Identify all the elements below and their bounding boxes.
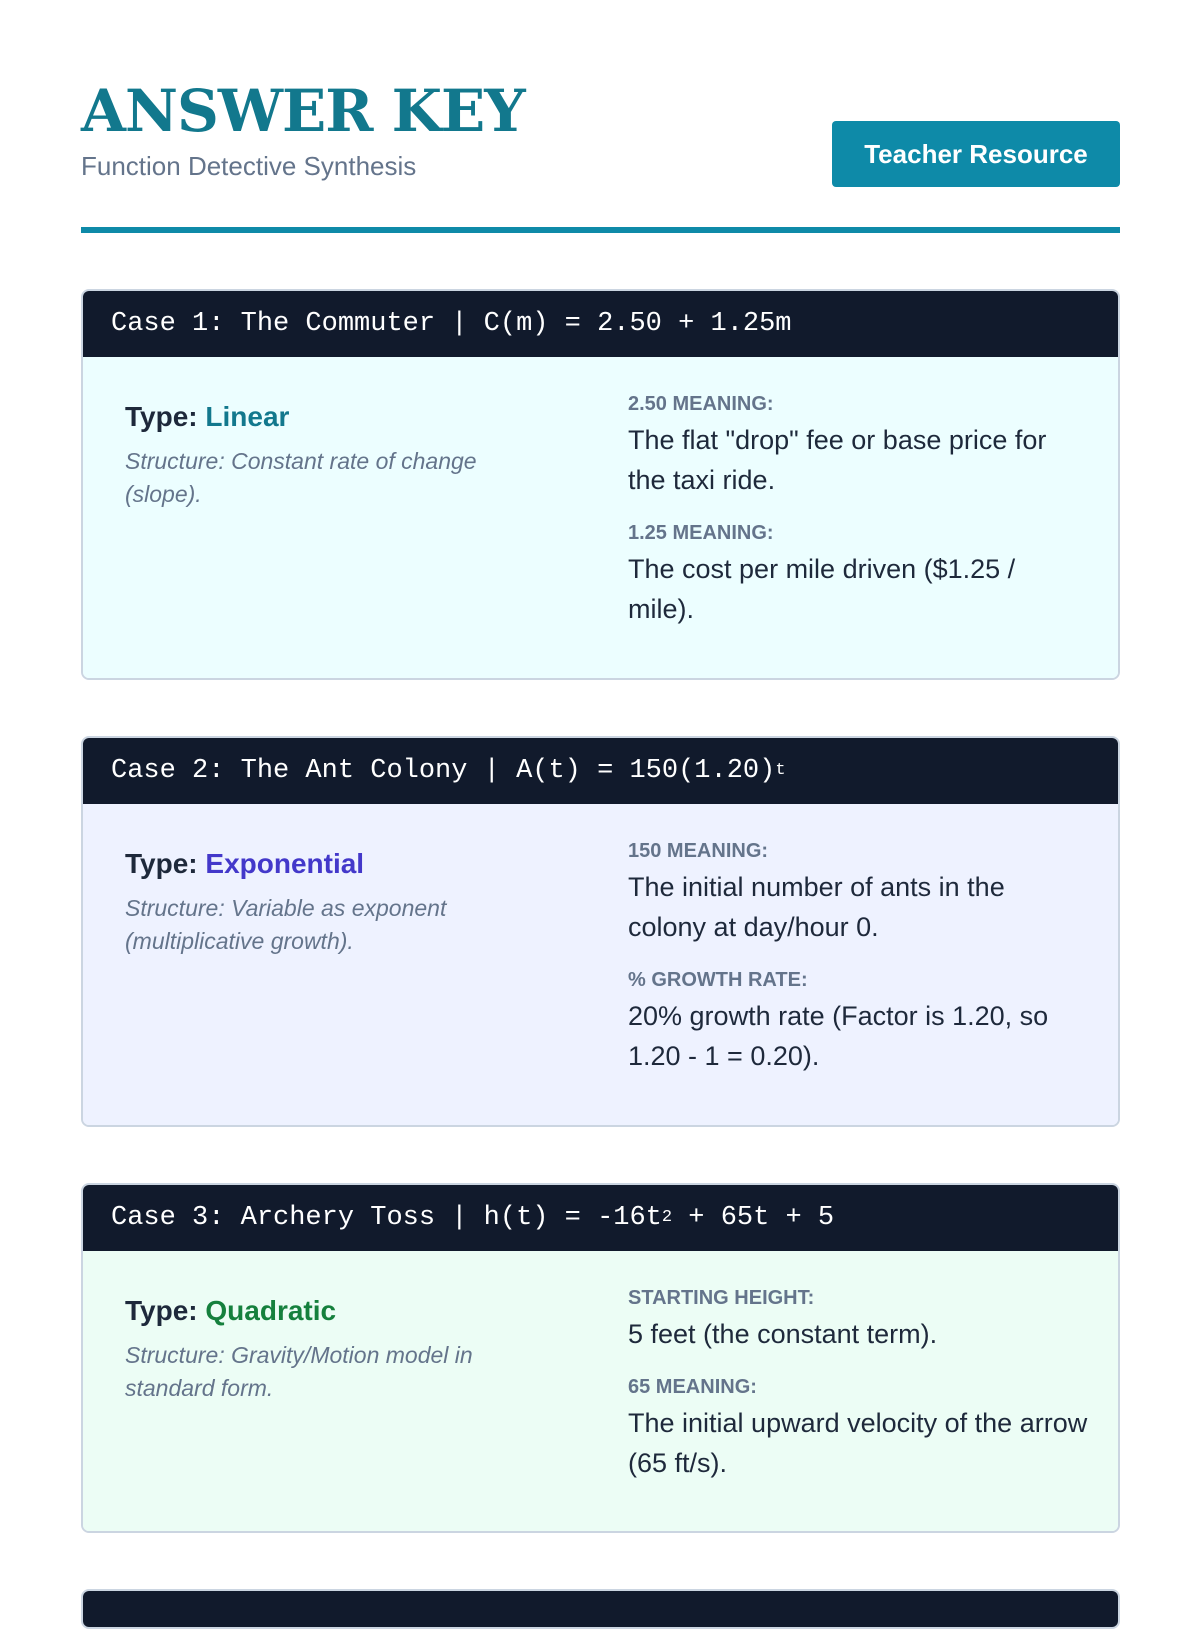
- case-card-4: [81, 1589, 1120, 1629]
- page-header: [81, 0, 1120, 232]
- case-title: Case 1: The Commuter | C(m) = 2.50 + 1.25m: [111, 309, 792, 339]
- meaning-text: The initial upward velocity of the arrow (65 ft/s).: [628, 1408, 1088, 1478]
- function-type: [125, 848, 364, 880]
- header-divider: [81, 227, 1120, 233]
- page-title: ANSWER KEY: [81, 77, 525, 145]
- structure-note: Structure: Gravity/Motion model in standard form.: [125, 1342, 473, 1401]
- case-body: [83, 1251, 1118, 1533]
- structure-note: Structure: Constant rate of change (slope).: [125, 448, 477, 507]
- case-header: Case 2: The Ant Colony | A(t) = 150(1.20) t: [83, 738, 1118, 804]
- type-value: Exponential: [205, 848, 365, 879]
- case-title: Case 2: The Ant Colony | A(t) = 150(1.20): [111, 756, 776, 786]
- meaning-text: The cost per mile driven ($1.25 / mile).: [628, 554, 1016, 624]
- meaning-label: 65 MEANING:: [628, 1376, 757, 1398]
- type-label: Type:: [125, 401, 198, 432]
- case-header: Case 3: Archery Toss | h(t) = -16t 2 + 65t + 5: [83, 1185, 1118, 1251]
- answer-key-page: [81, 0, 1120, 1478]
- type-value: Linear: [205, 401, 290, 432]
- meaning-text: 20% growth rate (Factor is 1.20, so 1.20 - 1 = 0.20).: [628, 1001, 1049, 1071]
- case-card-1: [81, 289, 1120, 680]
- meaning-label: 1.25 MEANING:: [628, 522, 774, 544]
- type-value: Quadratic: [205, 1295, 337, 1326]
- structure-note: Structure: Variable as exponent (multiplicative growth).: [125, 895, 447, 954]
- case-title: Case 3: Archery Toss | h(t) = -16t: [111, 1203, 662, 1233]
- case-card-2: [81, 736, 1120, 1127]
- case-header: [83, 1591, 1118, 1629]
- meanings-column: [628, 840, 1088, 1098]
- meaning-label: 150 MEANING:: [628, 840, 769, 862]
- case-title-suffix: + 65t + 5: [672, 1203, 835, 1233]
- type-label: Type:: [125, 848, 198, 879]
- case-header: [83, 291, 1118, 357]
- page-subtitle: Function Detective Synthesis: [81, 151, 417, 181]
- case-card-3: [81, 1183, 1120, 1533]
- meaning-text: The flat "drop" fee or base price for the taxi ride.: [628, 425, 1047, 495]
- meaning-label: STARTING HEIGHT:: [628, 1287, 815, 1309]
- meanings-column: [628, 1287, 1088, 1505]
- teacher-resource-badge: Teacher Resource: [832, 121, 1120, 187]
- meanings-column: [628, 393, 1088, 651]
- function-type: [125, 401, 289, 433]
- case-body: [83, 357, 1118, 680]
- meaning-label: % GROWTH RATE:: [628, 969, 808, 991]
- case-body: [83, 804, 1118, 1127]
- meaning-text: The initial number of ants in the colony at day/hour 0.: [628, 872, 1005, 942]
- meaning-text: 5 feet (the constant term).: [628, 1319, 938, 1349]
- meaning-label: 2.50 MEANING:: [628, 393, 774, 415]
- function-type: [125, 1295, 336, 1327]
- type-label: Type:: [125, 1295, 198, 1326]
